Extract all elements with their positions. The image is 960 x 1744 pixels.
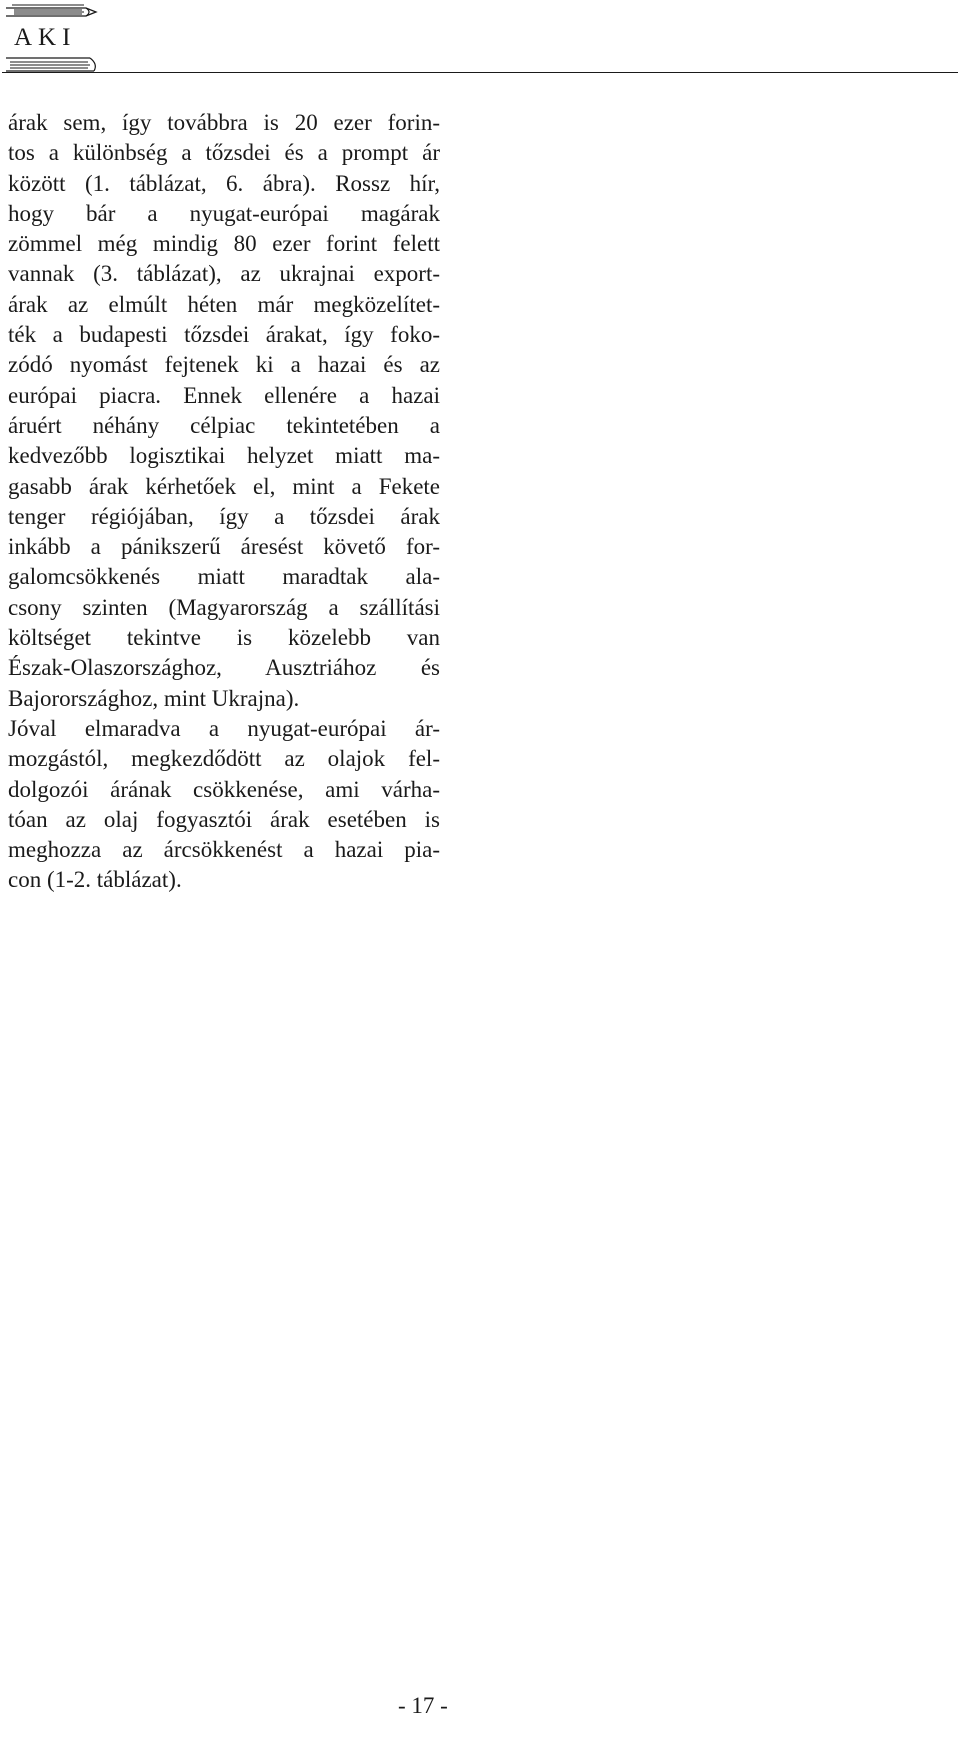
page-number: - 17 - <box>398 1693 448 1718</box>
body-text-line: Bajorországhoz, mint Ukrajna). <box>8 685 300 711</box>
body-text-line: galomcsökkenés miatt maradtak ala- <box>8 564 440 590</box>
aki-logo <box>4 2 104 74</box>
body-text-line: vannak (3. táblázat), az ukrajnai export- <box>8 261 440 287</box>
body-text-line: csony szinten (Magyarország a szállítási <box>8 594 440 620</box>
body-text-line: zódó nyomást fejtenek ki a hazai és az <box>8 352 440 378</box>
body-text-line: árak sem, így továbbra is 20 ezer forin- <box>8 110 440 135</box>
body-text-line: tóan az olaj fogyasztói árak esetében is <box>8 806 440 832</box>
header-divider <box>2 72 958 73</box>
body-text-line: hogy bár a nyugat-európai magárak <box>8 200 440 226</box>
body-text-line: tos a különbség a tőzsdei és a prompt ár <box>8 140 440 166</box>
body-text-line: zömmel még mindig 80 ezer forint felett <box>8 231 440 257</box>
body-text-line: meghozza az árcsökkenést a hazai pia- <box>8 837 440 863</box>
body-text-line: inkább a pánikszerű áresést követő for- <box>8 534 440 560</box>
logo-text: AKI <box>14 24 77 51</box>
body-text-line: con (1-2. táblázat). <box>8 867 182 893</box>
body-text-line: Jóval elmaradva a nyugat-európai ár- <box>8 715 440 741</box>
body-text-line: ték a budapesti tőzsdei árakat, így foko- <box>8 322 440 348</box>
body-text-line: költséget tekintve is közelebb van <box>8 625 440 651</box>
body-text-line: tenger régiójában, így a tőzsdei árak <box>8 503 440 529</box>
body-text-line: európai piacra. Ennek ellenére a hazai <box>8 382 440 408</box>
body-text-line: kedvezőbb logisztikai helyzet miatt ma- <box>8 443 440 469</box>
body-text-line: áruért néhány célpiac tekintetében a <box>8 412 440 438</box>
body-text-column <box>8 108 440 896</box>
body-text-line: dolgozói árának csökkenése, ami várha- <box>8 776 440 802</box>
body-text-line: gasabb árak kérhetőek el, mint a Fekete <box>8 473 440 499</box>
body-text-line: Észak-Olaszországhoz, Ausztriához és <box>8 655 440 681</box>
body-text-line: árak az elmúlt héten már megközelítet- <box>8 291 440 317</box>
body-text-line: között (1. táblázat, 6. ábra). Rossz hír, <box>8 170 440 196</box>
body-text-line: mozgástól, megkezdődött az olajok fel- <box>8 746 440 772</box>
